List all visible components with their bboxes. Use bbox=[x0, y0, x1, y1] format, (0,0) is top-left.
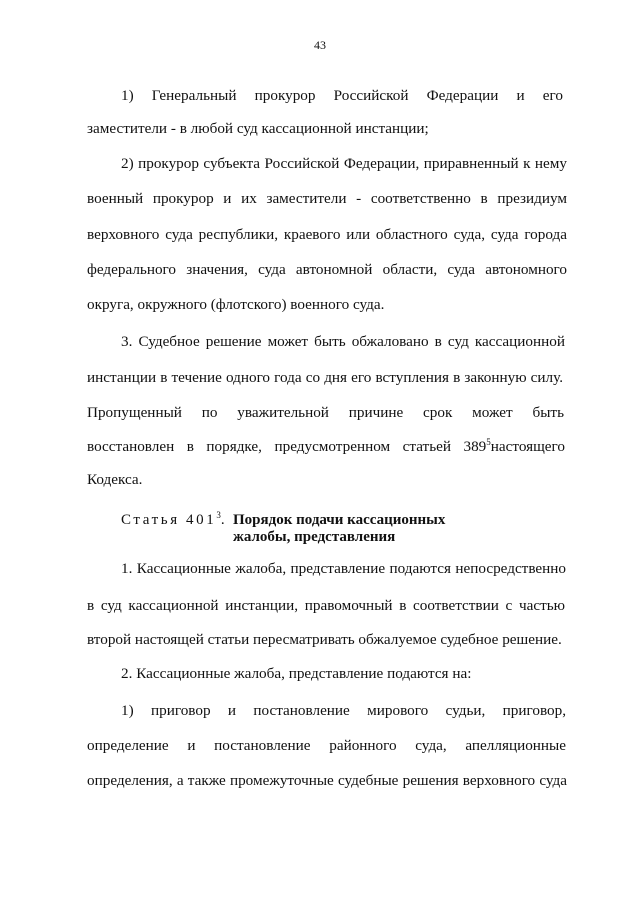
article-title-line-1: Порядок подачи кассационных bbox=[233, 512, 446, 528]
text-line: второй настоящей статьи пересматривать обжалуемое судебное решение. bbox=[87, 631, 562, 648]
text-line: военный прокурор и их заместители - соответственно в президиум bbox=[87, 190, 567, 207]
article-label bbox=[121, 511, 225, 529]
article-label-text: Статья 401 bbox=[121, 512, 217, 528]
text-line: 2. Кассационные жалоба, представление подаются на: bbox=[121, 665, 472, 682]
page-number: 43 bbox=[314, 38, 326, 52]
article-label-dot: . bbox=[220, 512, 225, 528]
superscript: 5 bbox=[486, 438, 491, 447]
text-line: округа, окружного (флотского) военного суда. bbox=[87, 296, 385, 313]
text-fragment bbox=[87, 438, 491, 456]
text-line: верховного суда республики, краевого или областного суда, суда города bbox=[87, 226, 567, 243]
article-title-line-2: жалобы, представления bbox=[233, 529, 396, 545]
text-line: 1. Кассационные жалоба, представление подаются непосредственно bbox=[121, 560, 566, 577]
text-line: инстанции в течение одного года со дня его вступления в законную силу. bbox=[87, 369, 563, 386]
text-line: 1) приговор и постановление мирового судьи, приговор, bbox=[121, 702, 566, 719]
text-line: 3. Судебное решение может быть обжаловано в суд кассационной bbox=[121, 333, 565, 350]
text-line: Кодекса. bbox=[87, 471, 143, 488]
text-line: федерального значения, суда автономной области, суда автономного bbox=[87, 261, 567, 278]
text-line: Пропущенный по уважительной причине срок может быть bbox=[87, 404, 564, 421]
text-line: определения, а также промежуточные судебные решения верховного суда bbox=[87, 772, 567, 789]
text-line: в суд кассационной инстанции, правомочный в соответствии с частью bbox=[87, 597, 565, 614]
text-line: заместители - в любой суд кассационной инстанции; bbox=[87, 120, 429, 137]
text-line-with-superscript bbox=[87, 438, 565, 456]
text-fragment: настоящего bbox=[490, 438, 565, 455]
text-line: 1) Генеральный прокурор Российской Федерации и его bbox=[121, 87, 563, 104]
text-line: 2) прокурор субъекта Российской Федерации, приравненный к нему bbox=[121, 155, 567, 172]
article-label-superscript: 3 bbox=[216, 510, 221, 520]
text-fragment-main: восстановлен в порядке, предусмотренном статьей 389 bbox=[87, 438, 487, 455]
text-line: определение и постановление районного суда, апелляционные bbox=[87, 737, 566, 754]
